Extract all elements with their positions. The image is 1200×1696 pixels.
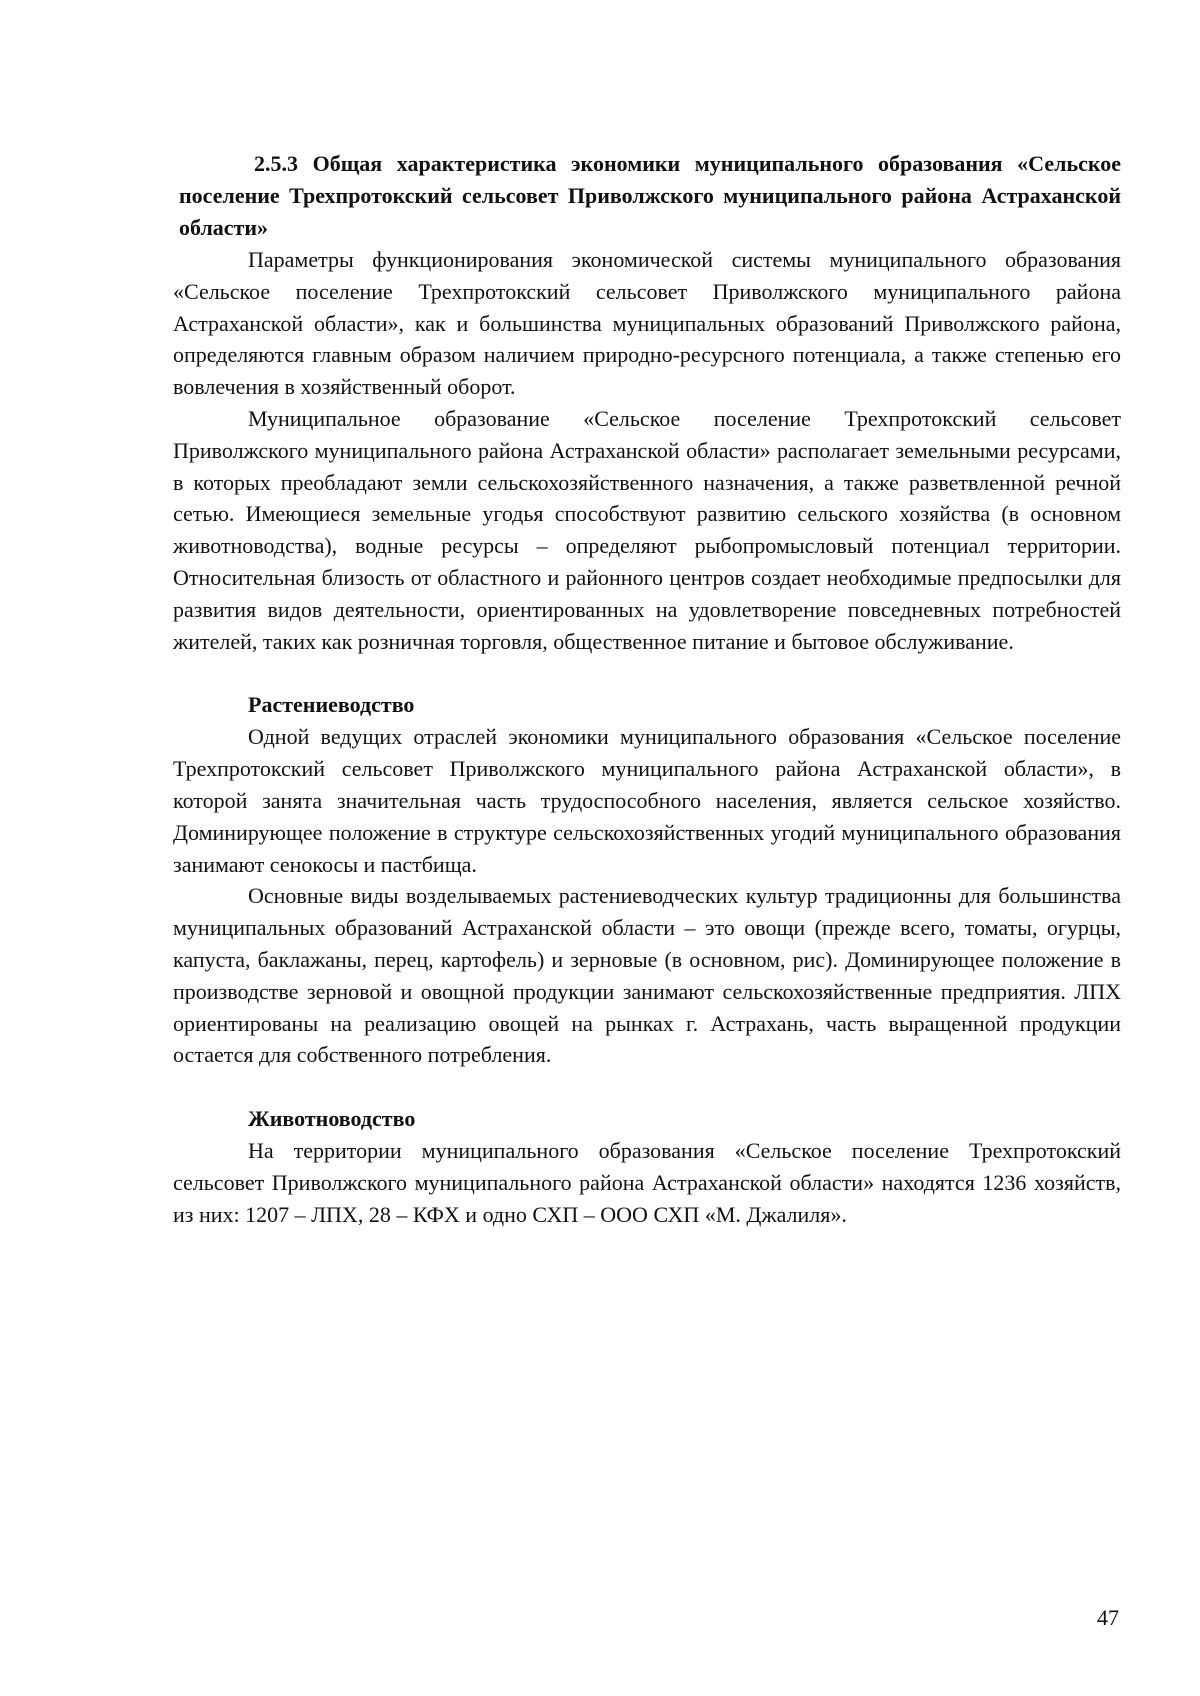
- crop-heading: Растениеводство: [248, 692, 415, 718]
- crop-paragraph-2: Основные виды возделываемых растениеводческих культур традиционны для большинства муниципальных образований Астраханской области – это овощи (прежде всего, томаты, огурцы, капуста, баклажаны, перец, картофель) и зерновые (в основном, рис). Доминирующее положение в производстве зерновой и овощной продукции занимают сельскохозяйственные предприятия. ЛПХ ориентированы на реализацию овощей на рынках г. Астрахань, часть выращенной продукции остается для собственного потребления.: [173, 883, 1121, 1068]
- livestock-paragraph-1: На территории муниципального образования «Сельское поселение Трехпротокский сельсовет Приволжского муниципального района Астраханской области» находятся 1236 хозяйств, из них: 1207 – ЛПХ, 28 – КФХ и одно СХП – ООО СХП «М. Джалиля».: [173, 1138, 1121, 1227]
- section-paragraph-1: Параметры функционирования экономической системы муниципального образования «Сельское поселение Трехпротокский сельсовет Приволжского муниципального района Астраханской области», как и большинства муниципальных образований Приволжского района, определяются главным образом наличием природно-ресурсного потенциала, а также степенью его вовлечения в хозяйственный оборот.: [173, 247, 1121, 400]
- document-page: [173, 148, 1121, 1231]
- section-spacer: [173, 1071, 1121, 1103]
- section-heading: 2.5.3 Общая характеристика экономики муниципального образования «Сельское поселение Трехпротокский сельсовет Приволжского муниципального района Астраханской области»: [179, 151, 1121, 240]
- section-spacer: [173, 657, 1121, 689]
- page-number: 47: [1097, 1605, 1119, 1630]
- crop-paragraph-1: Одной ведущих отраслей экономики муниципального образования «Сельское поселение Трехпротокский сельсовет Приволжского муниципального района Астраханской области», в которой занята значительная часть трудоспособного населения, является сельское хозяйство. Доминирующее положение в структуре сельскохозяйственных угодий муниципального образования занимают сенокосы и пастбища.: [173, 724, 1121, 877]
- livestock-heading: Животноводство: [248, 1106, 416, 1132]
- section-paragraph-2: Муниципальное образование «Сельское поселение Трехпротокский сельсовет Приволжского муниципального района Астраханской области» располагает земельными ресурсами, в которых преобладают земли сельскохозяйственного назначения, а также разветвленной речной сетью. Имеющиеся земельные угодья способствуют развитию сельского хозяйства (в основном животноводства), водные ресурсы – определяют рыбопромысловый потенциал территории. Относительная близость от областного и районного центров создает необходимые предпосылки для развития видов деятельности, ориентированных на удовлетворение повседневных потребностей жителей, таких как розничная торговля, общественное питание и бытовое обслуживание.: [173, 405, 1121, 654]
